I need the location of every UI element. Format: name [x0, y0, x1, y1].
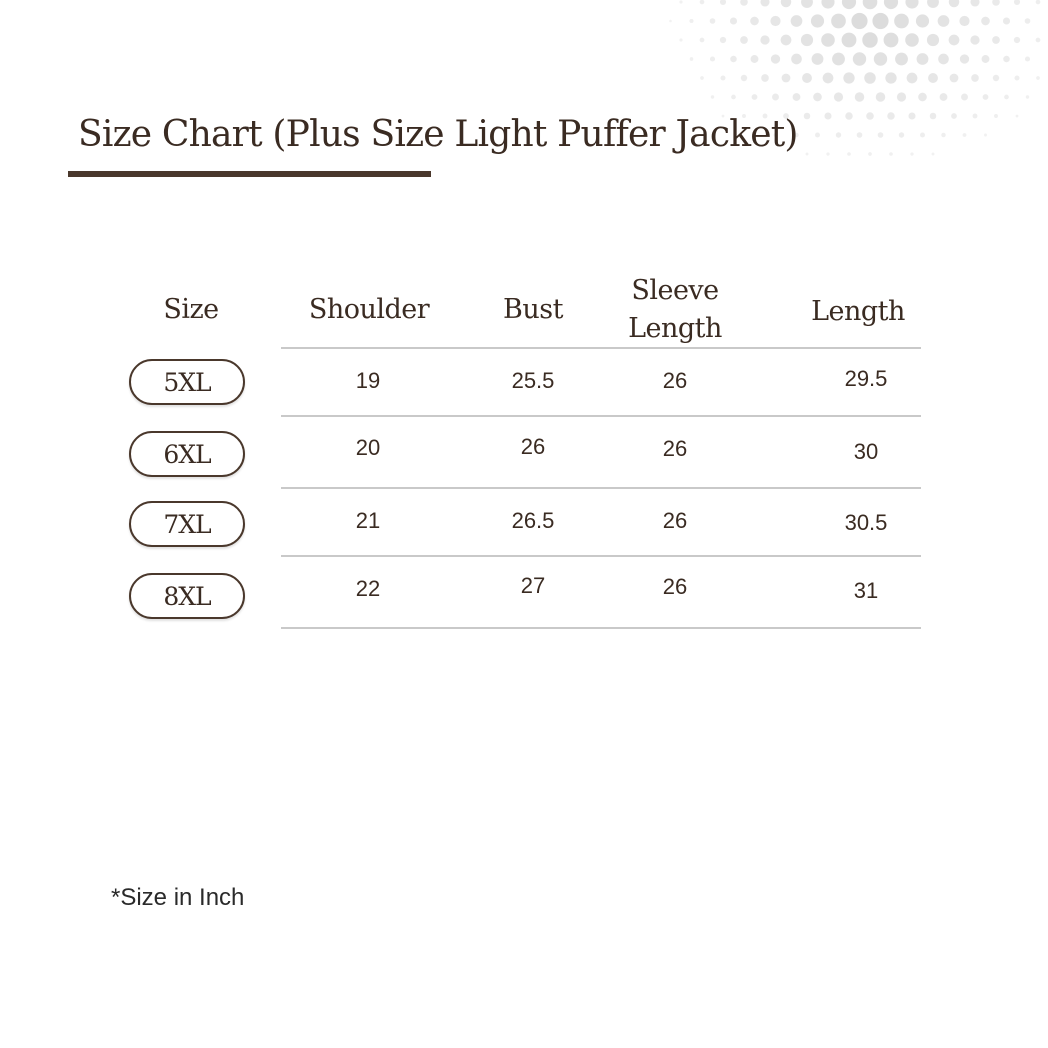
table-cell-bust: 25.5: [511, 368, 555, 393]
halftone-dot: [1016, 115, 1019, 118]
halftone-dots-decoration: [0, 0, 1048, 220]
halftone-dot: [720, 37, 726, 43]
halftone-dot: [866, 112, 874, 120]
halftone-dot: [897, 92, 906, 101]
halftone-dot: [878, 132, 884, 138]
halftone-dot: [916, 14, 929, 27]
table-cell-sleeve-length: 26: [662, 508, 688, 533]
size-badge-5xl: 5XL: [129, 359, 245, 405]
halftone-dot: [884, 33, 899, 48]
halftone-dot: [804, 113, 811, 120]
halftone-dot: [801, 0, 813, 8]
halftone-dot: [842, 33, 857, 48]
halftone-dot: [832, 53, 845, 66]
halftone-dot: [669, 20, 672, 23]
table-cell-bust: 26: [520, 434, 546, 459]
halftone-dot: [951, 113, 957, 119]
halftone-dot: [791, 54, 802, 65]
halftone-dot: [949, 35, 960, 46]
halftone-dot: [761, 74, 769, 82]
halftone-dot: [801, 34, 813, 46]
halftone-dot: [932, 153, 935, 156]
halftone-dot: [876, 92, 886, 102]
halftone-dot: [982, 55, 990, 63]
table-cell-bust: 26.5: [511, 508, 555, 533]
halftone-dot: [994, 114, 998, 118]
halftone-dot: [941, 133, 945, 137]
halftone-dot: [960, 54, 969, 63]
halftone-dot: [1025, 56, 1030, 61]
halftone-dot: [992, 36, 1000, 44]
halftone-dot: [700, 38, 705, 43]
halftone-dot: [887, 112, 894, 119]
halftone-dot: [1003, 56, 1010, 63]
halftone-dot: [959, 16, 969, 26]
table-cell-length: 30.5: [844, 510, 888, 535]
halftone-dot: [710, 18, 716, 24]
halftone-dot: [983, 94, 989, 100]
halftone-dot: [984, 134, 987, 137]
halftone-dot: [1014, 0, 1020, 5]
halftone-dot: [963, 133, 967, 137]
table-divider: [281, 487, 921, 489]
halftone-dot: [824, 112, 831, 119]
halftone-dot: [831, 14, 846, 29]
halftone-dot: [971, 74, 979, 82]
halftone-dot: [806, 153, 809, 156]
halftone-dot: [700, 0, 705, 4]
halftone-dot: [812, 53, 824, 65]
halftone-dot: [770, 16, 780, 26]
halftone-dot: [910, 152, 913, 155]
halftone-dot: [720, 75, 725, 80]
table-divider: [281, 347, 921, 349]
size-badge-7xl: 7XL: [129, 501, 245, 547]
footnote-size-unit: *Size in Inch: [111, 884, 245, 911]
halftone-dot: [1036, 0, 1041, 4]
halftone-dot: [930, 113, 937, 120]
halftone-dot: [700, 76, 704, 80]
halftone-dot: [938, 54, 949, 65]
halftone-dot: [905, 0, 918, 9]
halftone-dot: [1025, 18, 1031, 24]
size-badge-6xl: 6XL: [129, 431, 245, 477]
halftone-dot: [823, 73, 834, 84]
halftone-dot: [970, 35, 979, 44]
halftone-dot: [751, 55, 759, 63]
halftone-dot: [855, 92, 865, 102]
column-header-sleeve-line2: Length: [628, 313, 722, 344]
table-cell-length: 31: [853, 578, 879, 603]
halftone-dot: [918, 93, 927, 102]
halftone-dot: [847, 152, 851, 156]
halftone-dot: [741, 75, 747, 81]
column-header-length: Length: [811, 296, 905, 327]
table-cell-shoulder: 22: [355, 576, 381, 601]
halftone-dot: [781, 0, 791, 7]
table-cell-sleeve-length: 26: [662, 368, 688, 393]
table-divider: [281, 627, 921, 629]
halftone-dot: [908, 112, 915, 119]
halftone-dot: [679, 0, 682, 3]
halftone-dot: [771, 54, 780, 63]
halftone-dot: [813, 93, 822, 102]
halftone-dot: [857, 132, 863, 138]
halftone-dot: [781, 35, 792, 46]
halftone-dot: [772, 94, 779, 101]
table-cell-bust: 27: [520, 573, 546, 598]
table-divider: [281, 415, 921, 417]
halftone-dot: [679, 38, 682, 41]
halftone-dot: [894, 14, 909, 29]
halftone-dot: [862, 32, 877, 47]
halftone-dot: [802, 73, 812, 83]
halftone-dot: [927, 34, 939, 46]
halftone-dot: [907, 73, 918, 84]
halftone-dot: [981, 17, 990, 26]
halftone-dot: [1003, 17, 1010, 24]
halftone-dot: [889, 152, 893, 156]
halftone-dot: [843, 72, 854, 83]
halftone-dot: [730, 56, 737, 63]
halftone-dot: [740, 0, 748, 6]
halftone-dot: [851, 13, 867, 29]
halftone-dot: [874, 52, 887, 65]
halftone-dot: [1036, 76, 1040, 80]
halftone-dot: [731, 95, 736, 100]
halftone-dot: [949, 0, 959, 7]
column-header-bust: Bust: [503, 294, 563, 325]
halftone-dot: [917, 53, 929, 65]
halftone-dot: [973, 114, 978, 119]
halftone-dot: [899, 132, 904, 137]
halftone-dot: [905, 33, 919, 47]
halftone-dot: [793, 93, 801, 101]
halftone-dot: [752, 94, 758, 100]
halftone-dot: [885, 72, 896, 83]
halftone-dot: [710, 56, 715, 61]
table-cell-sleeve-length: 26: [662, 436, 688, 461]
halftone-dot: [821, 0, 834, 9]
halftone-dot: [950, 74, 959, 83]
halftone-dot: [993, 75, 999, 81]
halftone-dot: [868, 152, 872, 156]
halftone-dot: [845, 112, 852, 119]
halftone-dot: [811, 14, 824, 27]
halftone-dot: [992, 0, 1000, 6]
column-header-sleeve-length: [600, 272, 750, 348]
halftone-dot: [815, 132, 820, 137]
halftone-dot: [1014, 37, 1020, 43]
column-header-shoulder: Shoulder: [308, 294, 430, 325]
halftone-dot: [791, 15, 803, 27]
halftone-dot: [938, 15, 950, 27]
halftone-dot: [750, 17, 759, 26]
halftone-dot: [895, 53, 908, 66]
halftone-dot: [834, 92, 843, 101]
table-cell-length: 30: [853, 439, 879, 464]
halftone-dot: [730, 17, 737, 24]
halftone-dot: [836, 132, 841, 137]
halftone-dot: [1014, 75, 1019, 80]
table-cell-length: 29.5: [844, 366, 888, 391]
halftone-dot: [872, 13, 888, 29]
column-header-sleeve-line1: Sleeve: [631, 275, 719, 306]
halftone-dot: [826, 152, 829, 155]
halftone-dot: [1036, 38, 1041, 43]
halftone-dot: [853, 52, 866, 65]
halftone-dot: [782, 74, 791, 83]
halftone-dot: [928, 73, 938, 83]
table-cell-shoulder: 20: [355, 435, 381, 460]
table-cell-shoulder: 19: [355, 368, 381, 393]
halftone-dot: [760, 0, 769, 7]
halftone-dot: [720, 0, 726, 5]
halftone-dot: [1004, 95, 1009, 100]
halftone-dot: [740, 36, 748, 44]
halftone-dot: [863, 0, 878, 9]
column-header-size: Size: [163, 294, 219, 325]
halftone-dot: [920, 132, 925, 137]
halftone-dot: [940, 93, 948, 101]
halftone-dot: [864, 72, 876, 84]
halftone-dot: [927, 0, 939, 8]
size-badge-8xl: 8XL: [129, 573, 245, 619]
halftone-dot: [1026, 95, 1029, 98]
halftone-dot: [970, 0, 979, 7]
halftone-dot: [711, 95, 714, 98]
table-cell-shoulder: 21: [355, 508, 381, 533]
halftone-dot: [689, 19, 693, 23]
table-divider: [281, 555, 921, 557]
halftone-dot: [961, 94, 968, 101]
title-underline: [68, 171, 431, 177]
table-cell-sleeve-length: 26: [662, 574, 688, 599]
halftone-dot: [821, 33, 835, 47]
halftone-dot: [884, 0, 898, 9]
halftone-dot: [760, 35, 769, 44]
page-title: Size Chart (Plus Size Light Puffer Jacket): [78, 114, 798, 155]
halftone-dot: [690, 57, 694, 61]
halftone-dot: [842, 0, 856, 9]
